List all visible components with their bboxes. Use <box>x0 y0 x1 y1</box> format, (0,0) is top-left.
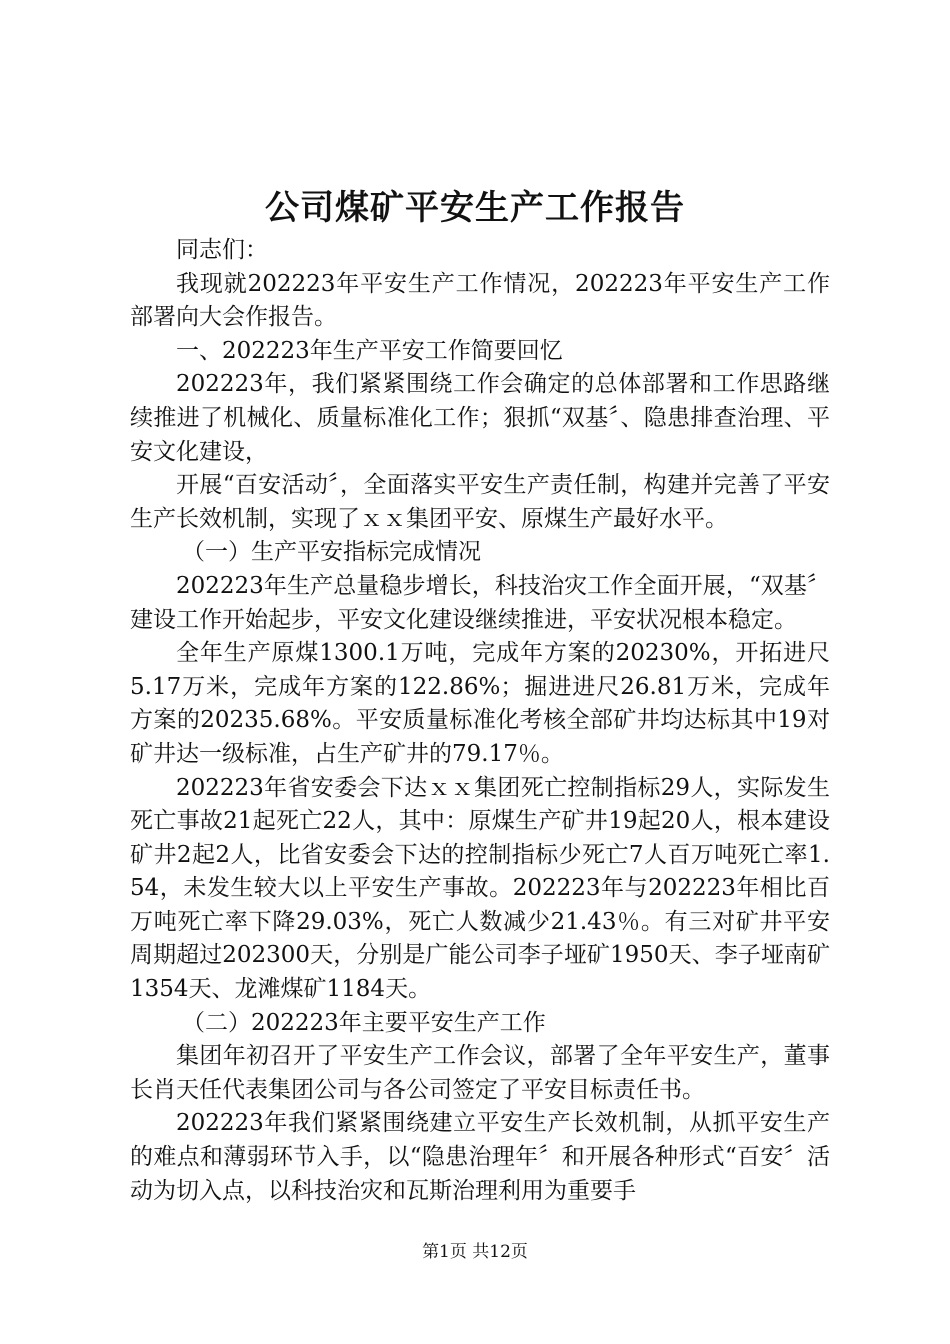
subsection-heading-2: （二）202223年主要平安生产工作 <box>182 1009 546 1036</box>
page-footer: 第1页 共12页 <box>422 1242 528 1262</box>
body-paragraph: 202223年我们紧紧围绕建立平安生产长效机制，从抓平安生产的难点和薄弱环节入手，以“隐患治理年〞和开展各种形式“百安〞活动为切入点，以科技治灾和瓦斯治理利用为重要手 <box>130 1110 830 1204</box>
body-paragraph: 开展“百安活动〞，全面落实平安生产责任制，构建并完善了平安生产长效机制，实现了ｘｘ集团平安、原煤生产最好水平。 <box>130 472 830 532</box>
body-paragraph: 集团年初召开了平安生产工作会议，部署了全年平安生产，董事长肖天任代表集团公司与各公司签定了平安目标责任书。 <box>130 1043 830 1103</box>
body-paragraph: 202223年省安委会下达ｘｘ集团死亡控制指标29人，实际发生死亡事故21起死亡22人，其中：原煤生产矿井19起20人，根本建设矿井2起2人，比省安委会下达的控制指标少死亡7人百万吨死亡率1.54，未发生较大以上平安生产事故。202223年与202223年相比百万吨死亡率下降29.03%，死亡人数减少21.43％。有三对矿井平安周期超过202300天，分别是广能公司李子垭矿1950天、李子垭南矿1354天、龙滩煤矿1184天。 <box>130 774 830 1003</box>
salutation: 同志们： <box>176 237 268 263</box>
body-paragraph: 202223年，我们紧紧围绕工作会确定的总体部署和工作思路继续推进了机械化、质量标准化工作；狠抓“双基〞、隐患排查治理、平安文化建设， <box>130 371 830 465</box>
document-body <box>130 234 830 1208</box>
body-paragraph: 全年生产原煤1300.1万吨，完成年方案的20230%，开拓进尺5.17万米，完成年方案的122.86%；掘进进尺26.81万米，完成年方案的20235.68%。平安质量标准化考核全部矿井均达标其中19对矿井达一级标准，占生产矿井的79.17％。 <box>130 640 830 767</box>
subsection-heading-1: （一）生产平安指标完成情况 <box>182 539 481 566</box>
document-title: 公司煤矿平安生产工作报告 <box>265 188 685 228</box>
section-heading-1: 一、202223年生产平安工作简要回忆 <box>176 337 563 364</box>
body-paragraph: 202223年生产总量稳步增长，科技治灾工作全面开展，“双基〞建设工作开始起步，平安文化建设继续推进，平安状况根本稳定。 <box>130 572 830 633</box>
intro-paragraph: 我现就202223年平安生产工作情况，202223年平安生产工作部署向大会作报告。 <box>130 270 830 331</box>
